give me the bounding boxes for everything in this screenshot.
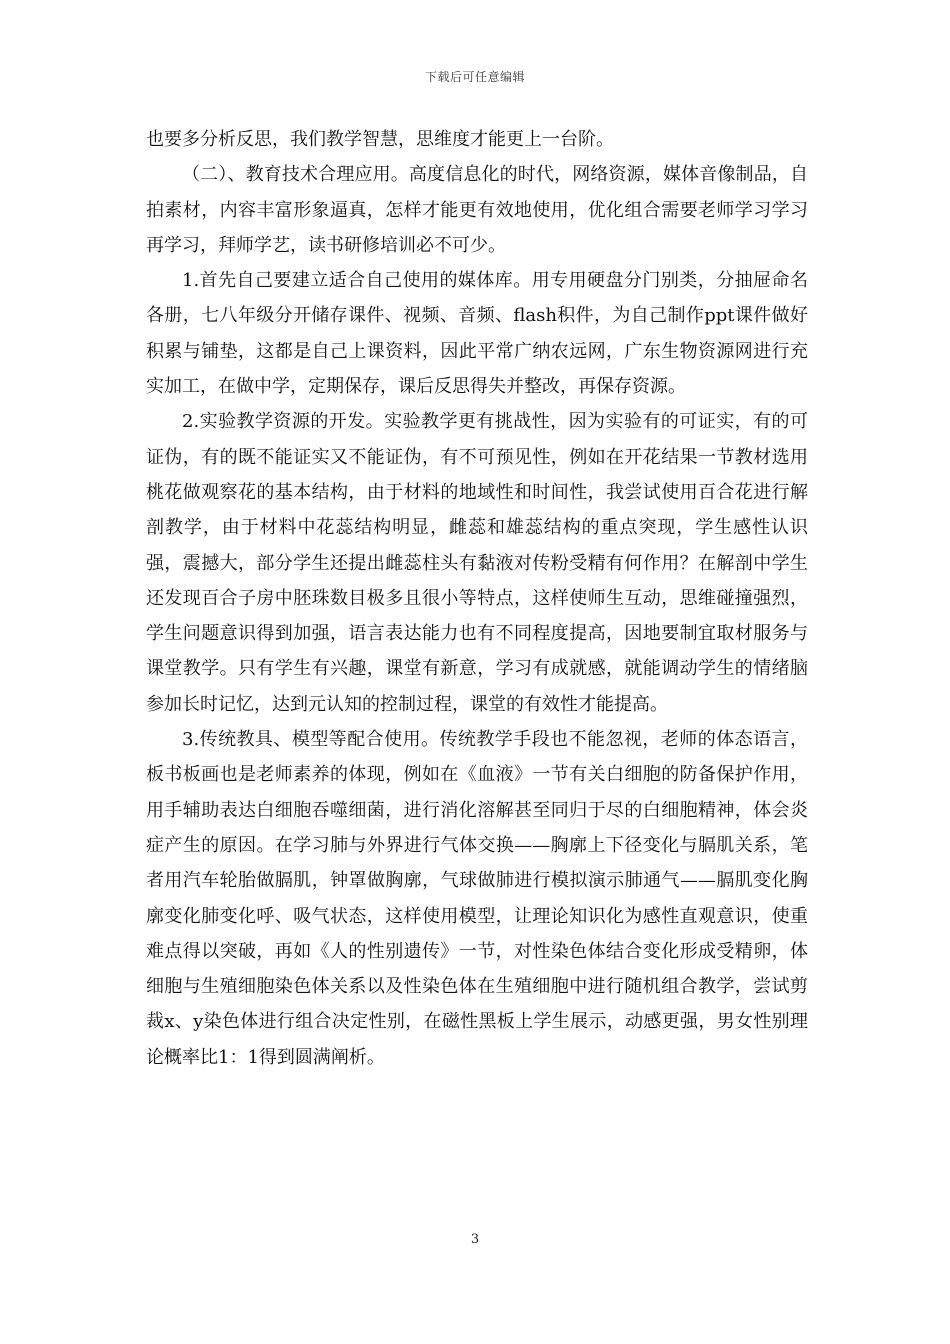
paragraph-item-1: 1.首先自己要建立适合自己使用的媒体库。用专用硬盘分门别类，分抽屉命名各册，七八年级分开储存课件、视频、音频、flash积件，为自己制作ppt课件做好积累与铺垫，这都是自己上课资料，因此平常广纳农远网，广东生物资源网进行充实加工，在做中学，定期保存，课后反思得失并整改，再保存资源。 bbox=[146, 270, 808, 398]
document-body bbox=[146, 122, 808, 1075]
page-number: 3 bbox=[470, 1232, 480, 1247]
page-header: 下载后可任意编辑 bbox=[424, 70, 525, 84]
paragraph-item-3: 3.传统教具、模型等配合使用。传统教学手段也不能忽视，老师的体态语言，板书板画也是老师素养的体现，例如在《血液》一节有关白细胞的防备保护作用，用手辅助表达白细胞吞噬细菌，进行消化溶解甚至同归于尽的白细胞精神，体会炎症产生的原因。在学习肺与外界进行气体交换——胸廓上下径变化与膈肌关系，笔者用汽车轮胎做膈肌，钟罩做胸廓，气球做肺进行模拟演示肺通气——膈肌变化胸廓变化肺变化呼、吸气状态，这样使用模型，让理论知识化为感性直观意识，使重难点得以突破，再如《人的性别遗传》一节，对性染色体结合变化形成受精卵，体细胞与生殖细胞染色体关系以及性染色体在生殖细胞中进行随机组合教学，尝试剪裁x、y染色体进行组合决定性别，在磁性黑板上学生展示，动感更强，男女性别理论概率比1：1得到圆满阐析。 bbox=[146, 729, 808, 1068]
paragraph-continuation: 也要多分析反思，我们教学智慧，思维度才能更上一台阶。 bbox=[146, 129, 614, 150]
paragraph-item-2: 2.实验教学资源的开发。实验教学更有挑战性，因为实验有的可证实，有的可证伪，有的既不能证实又不能证伪，有不可预见性，例如在开花结果一节教材选用桃花做观察花的基本结构，由于材料的地域性和时间性，我尝试使用百合花进行解剖教学，由于材料中花蕊结构明显，雌蕊和雄蕊结构的重点突现，学生感性认识强，震撼大，部分学生还提出雌蕊柱头有黏液对传粉受精有何作用？在解剖中学生还发现百合子房中胚珠数目极多且很小等特点，这样使师生互动，思维碰撞强烈，学生问题意识得到加强，语言表达能力也有不同程度提高，因地要制宜取材服务与课堂教学。只有学生有兴趣，课堂有新意，学习有成就感，就能调动学生的情绪脑参加长时记忆，达到元认知的控制过程，课堂的有效性才能提高。 bbox=[146, 411, 808, 715]
paragraph-section-2: （二）、教育技术合理应用。高度信息化的时代，网络资源，媒体音像制品，自拍素材，内容丰富形象逼真，怎样才能更有效地使用，优化组合需要老师学习学习再学习，拜师学艺，读书研修培训必不可少。 bbox=[146, 164, 808, 256]
